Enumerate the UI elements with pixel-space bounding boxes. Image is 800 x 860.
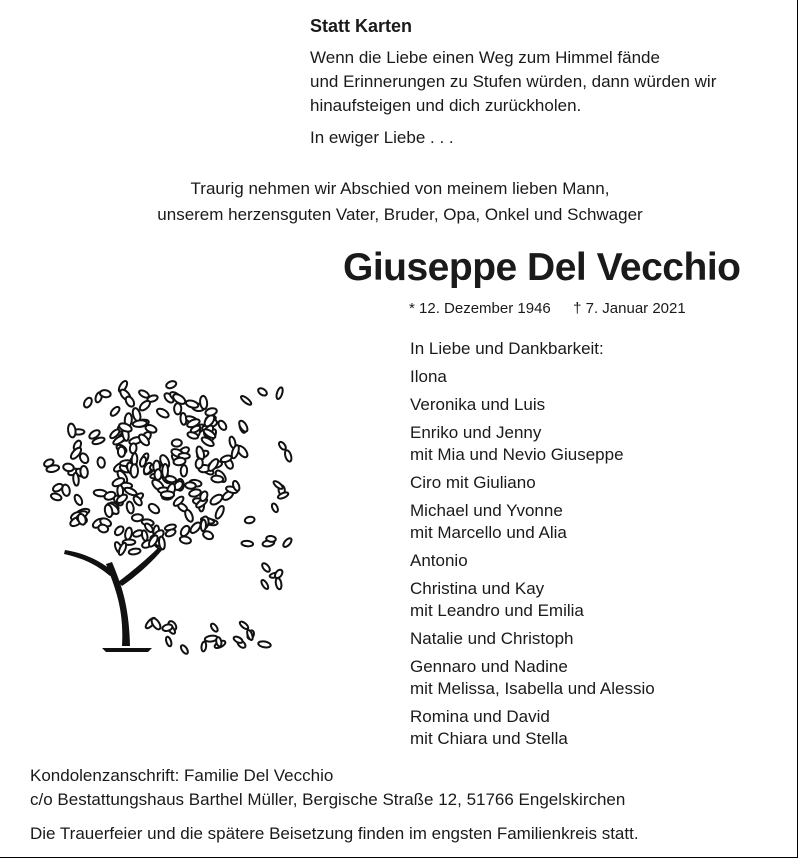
family-member-line: Veronika und Luis [410, 395, 546, 414]
family-member-line: Michael und Yvonne [410, 501, 563, 520]
verse-line-2: und Erinnerungen zu Stufen würden, dann würden wir [310, 72, 717, 91]
family-member-line: mit Marcello und Alia [410, 523, 567, 542]
life-dates [409, 300, 686, 317]
family-member-line: Ciro mit Giuliano [410, 473, 536, 492]
verse-line-3: hinaufsteigen und dich zurückholen. [310, 96, 582, 115]
family-member-line: mit Melissa, Isabella und Alessio [410, 679, 655, 698]
family-member-line: mit Leandro und Emilia [410, 601, 584, 620]
family-member-line: Antonio [410, 551, 468, 570]
family-member-line: Natalie und Christoph [410, 629, 574, 648]
birth-date: * 12. Dezember 1946 [409, 300, 551, 317]
intro-line-1: Traurig nehmen wir Abschied von meinem lieben Mann, [190, 179, 610, 198]
intro-text [0, 176, 800, 228]
family-member-line: Christina und Kay [410, 579, 545, 598]
verse-closing: In ewiger Liebe . . . [310, 128, 454, 147]
funeral-home-address: c/o Bestattungshaus Barthel Müller, Bergische Straße 12, 51766 Engelskirchen [30, 790, 626, 809]
family-member-line: Ilona [410, 367, 447, 386]
family-member-line: Enriko und Jenny [410, 423, 542, 442]
family-intro: In Liebe und Dankbarkeit: [410, 339, 604, 358]
family-member-line: mit Chiara und Stella [410, 729, 568, 748]
intro-line-2: unserem herzensguten Vater, Bruder, Opa, Onkel und Schwager [157, 205, 643, 224]
notice-heading: Statt Karten [310, 16, 413, 36]
family-member-line: mit Mia und Nevio Giuseppe [410, 445, 624, 464]
verse-line-1: Wenn die Liebe einen Weg zum Himmel fände [310, 48, 660, 67]
windswept-tree-icon [36, 350, 298, 666]
death-date: † 7. Januar 2021 [573, 300, 686, 317]
condolence-address: Kondolenzanschrift: Familie Del Vecchio [30, 766, 334, 785]
family-member-line: Romina und David [410, 707, 550, 726]
family-member-line: Gennaro und Nadine [410, 657, 568, 676]
funeral-note: Die Trauerfeier und die spätere Beisetzung finden im engsten Familienkreis statt. [30, 824, 639, 843]
deceased-name: Giuseppe Del Vecchio [343, 246, 741, 289]
